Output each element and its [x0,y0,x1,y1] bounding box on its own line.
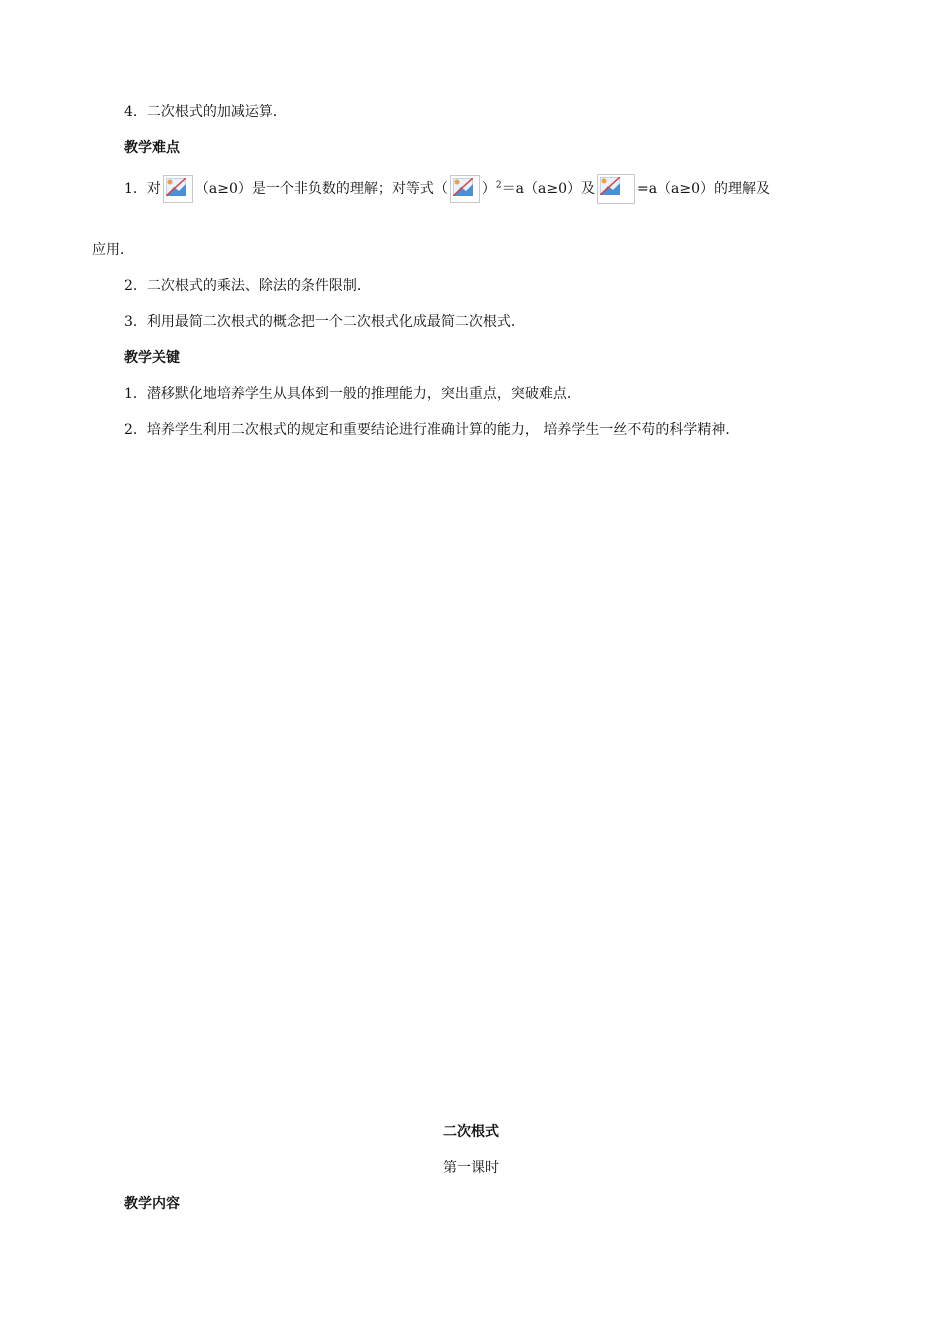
section-heading-key: 教学关键 [124,350,180,366]
section-heading-content: 教学内容 [124,1196,180,1212]
difficulty-item-1-part2: ＝a（a≥0）及 [501,181,595,197]
difficulty-item-3: 3．利用最简二次根式的概念把一个二次根式化成最简二次根式． [124,314,525,330]
list-item-4: 4．二次根式的加减运算． [124,104,287,120]
difficulty-item-1: 1．对 （a≥0）是一个非负数的理解；对等式（ ）$^2$＝a（a≥0）及 =a（a≥0）的理解及 [124,174,770,204]
difficulty-item-2: 2．二次根式的乘法、除法的条件限制． [124,278,371,294]
section-heading-difficulty: 教学难点 [124,140,180,156]
difficulty-item-1-prefix: 1．对 [124,181,161,197]
superscript-2: 2 [495,180,502,191]
broken-image-icon [163,175,193,203]
broken-image-icon [597,174,635,204]
key-item-2: 2．培养学生利用二次根式的规定和重要结论进行准确计算的能力， 培养学生一丝不苟的科学精神． [124,422,740,438]
section-title: 二次根式 [443,1124,499,1140]
difficulty-item-1-part3: =a（a≥0）的理解及 [636,181,771,197]
key-item-1: 1．潜移默化地培养学生从具体到一般的推理能力，突出重点，突破难点． [124,386,581,402]
section-subtitle: 第一课时 [443,1160,499,1176]
broken-image-icon [450,175,480,203]
difficulty-item-1-part1: （a≥0）是一个非负数的理解；对等式（ [194,181,448,197]
difficulty-item-1-continuation: 应用． [92,242,134,258]
